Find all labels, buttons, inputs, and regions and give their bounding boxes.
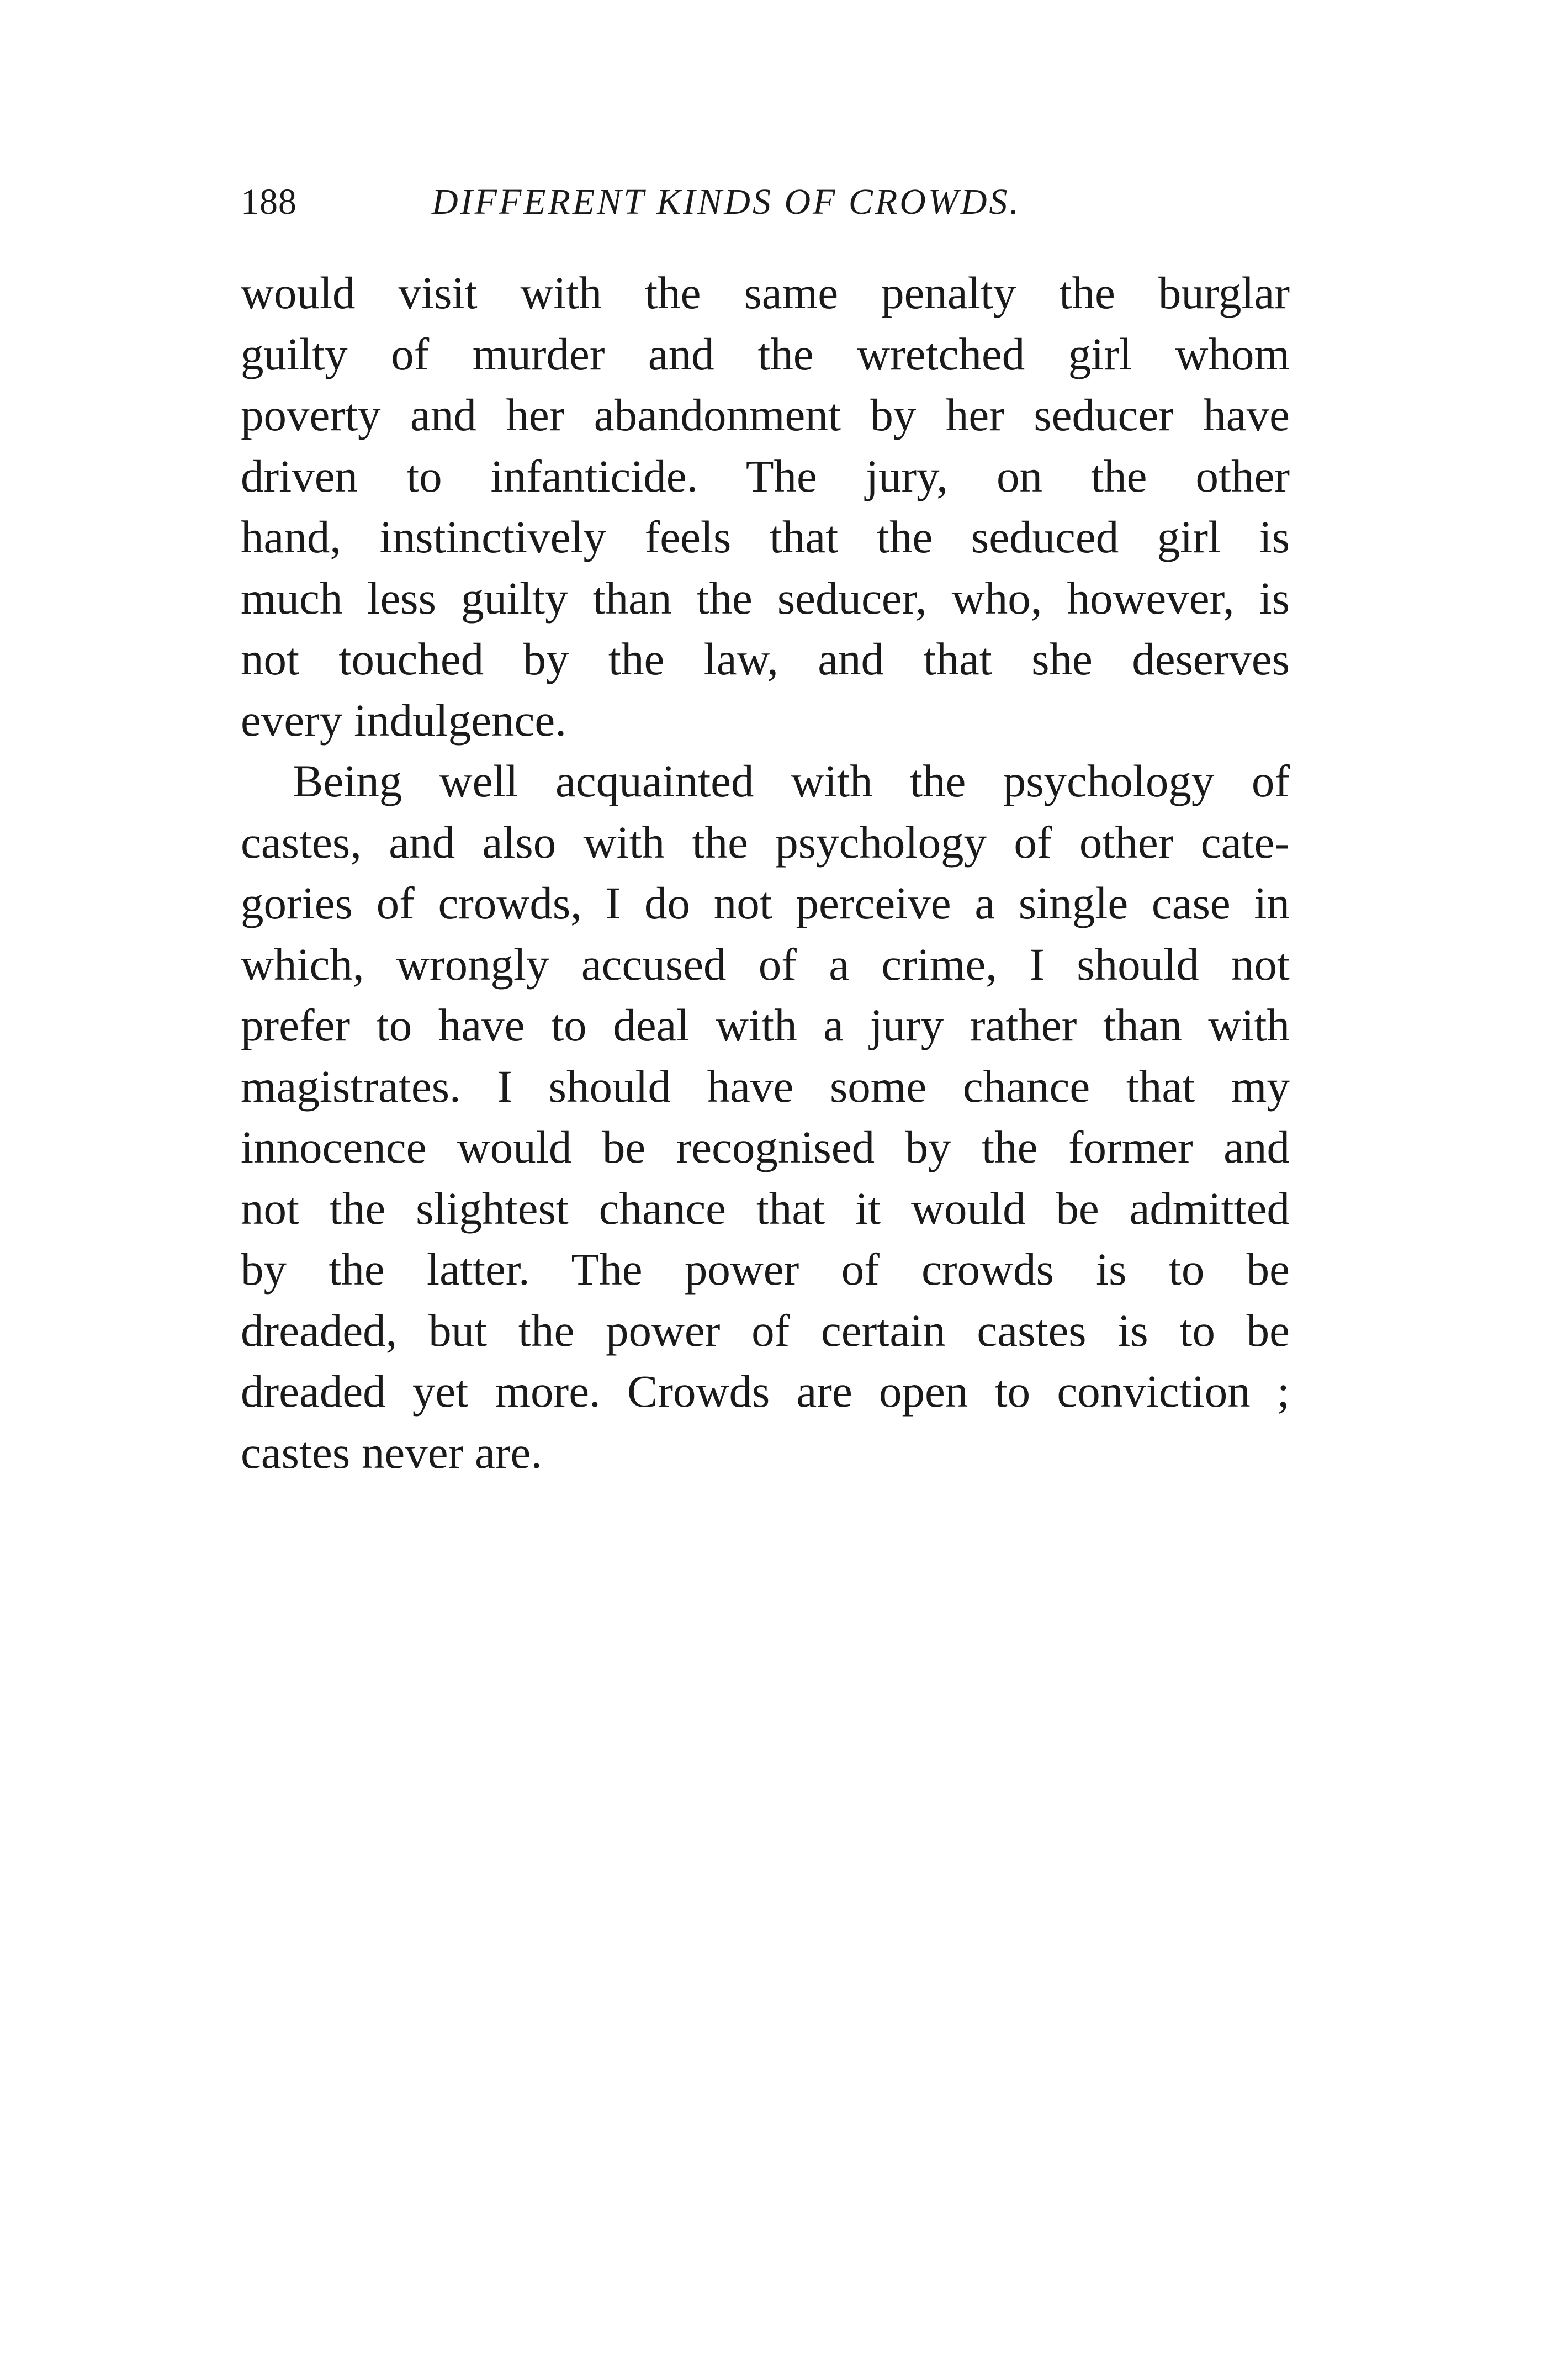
running-title: DIFFERENT KINDS OF CROWDS. xyxy=(432,182,1021,222)
text-line: gories of crowds, I do not perceive a single case in xyxy=(241,878,1290,928)
text-line: not touched by the law, and that she deserves xyxy=(241,633,1290,684)
text-line: dreaded yet more. Crowds are open to conviction ; xyxy=(241,1366,1290,1417)
text-line: by the latter. The power of crowds is to be xyxy=(241,1244,1290,1295)
text-line: dreaded, but the power of certain castes is to be xyxy=(241,1304,1290,1356)
paragraph-1 xyxy=(241,262,1290,751)
body-text xyxy=(241,262,1290,1483)
text-line: magistrates. I should have some chance that my xyxy=(241,1060,1290,1112)
page-number: 188 xyxy=(241,182,297,222)
text-line: every indulgence. xyxy=(241,694,566,746)
running-head xyxy=(241,176,1290,229)
text-line: driven to infanticide. The jury, on the other xyxy=(241,450,1290,501)
text-line: Being well acquainted with the psychology of xyxy=(293,755,1290,806)
text-line: poverty and her abandonment by her seducer have xyxy=(241,389,1290,440)
text-line: hand, instinctively feels that the seduced girl is xyxy=(241,511,1290,562)
text-line: innocence would be recognised by the former and xyxy=(241,1122,1290,1172)
text-line: castes never are. xyxy=(241,1426,543,1478)
text-line: prefer to have to deal with a jury rather than with xyxy=(241,1000,1290,1050)
text-line: much less guilty than the seducer, who, however, is xyxy=(241,572,1290,624)
paragraph-2 xyxy=(241,751,1290,1483)
text-line: not the slightest chance that it would be admitted xyxy=(241,1182,1290,1234)
text-line: would visit with the same penalty the burglar xyxy=(241,267,1290,318)
text-line: castes, and also with the psychology of other cate- xyxy=(241,816,1290,868)
text-line: which, wrongly accused of a crime, I should not xyxy=(241,938,1290,990)
text-line: guilty of murder and the wretched girl whom xyxy=(241,328,1290,379)
